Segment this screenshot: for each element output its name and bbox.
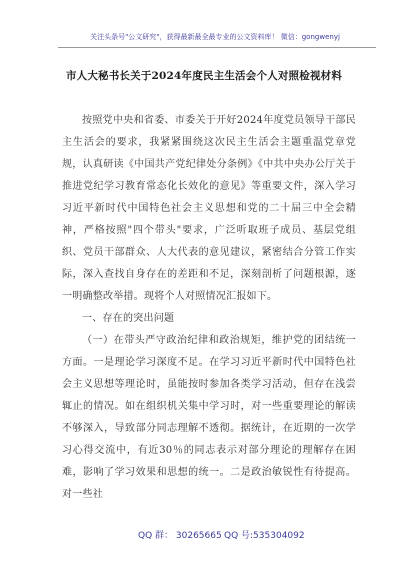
section-heading: 一、存在的突出问题: [82, 313, 175, 324]
header-divider: [58, 47, 376, 48]
page-footer: [0, 528, 408, 544]
qq-contact-number: QQ 号:535304092: [224, 531, 305, 541]
promo-header: 关注头条号"公文研究"，获得最新最全最专业的公文资料库！ 微信：gongwenyj: [90, 33, 340, 41]
document-title: 市人大秘书长关于2024年度民主生活会个人对照检视材料: [65, 70, 343, 82]
body-paragraph: （一）在带头严守政治纪律和政治规矩，维护党的团结统一方面。一是理论学习深度不足。在学习习近平新时代中国特色社会主义思想等理论时，虽能按时参加各类学习活动，但存在浅尝辄止的情况。如在组织机关集中学习时，对一些重要理论的解读不够深入，导致部分同志理解不透彻。据统计，在近期的一次学习心得交流中，有近30％的同志表示对部分理论的理解存在困难，影响了学习效果和思想的统一。二是政治敏锐性有待提高。对一些社: [62, 335, 356, 500]
document-body: [62, 110, 356, 506]
qq-group-number: QQ 群： 30265665: [138, 531, 222, 541]
intro-paragraph: 按照党中央和省委、市委关于开好2024年度党员领导干部民主生活会的要求，我紧紧围绕这次民主生活会主题重温党章党规，认真研读《中国共产党纪律处分条例》《中共中央办公厅关于推进党纪学习教育常态化长效化的意见》等重要文件，深入学习习近平新时代中国特色社会主义思想和党的二十届三中全会精神，严格按照"四个带头"要求，广泛听取班子成员、基层党组织、党员干部群众、人大代表的意见建议，紧密结合分管工作实际，深入查找自身存在的差距和不足，深刻剖析了问题根源，逐一明确整改举措。现将个人对照情况汇报如下。: [62, 115, 356, 302]
